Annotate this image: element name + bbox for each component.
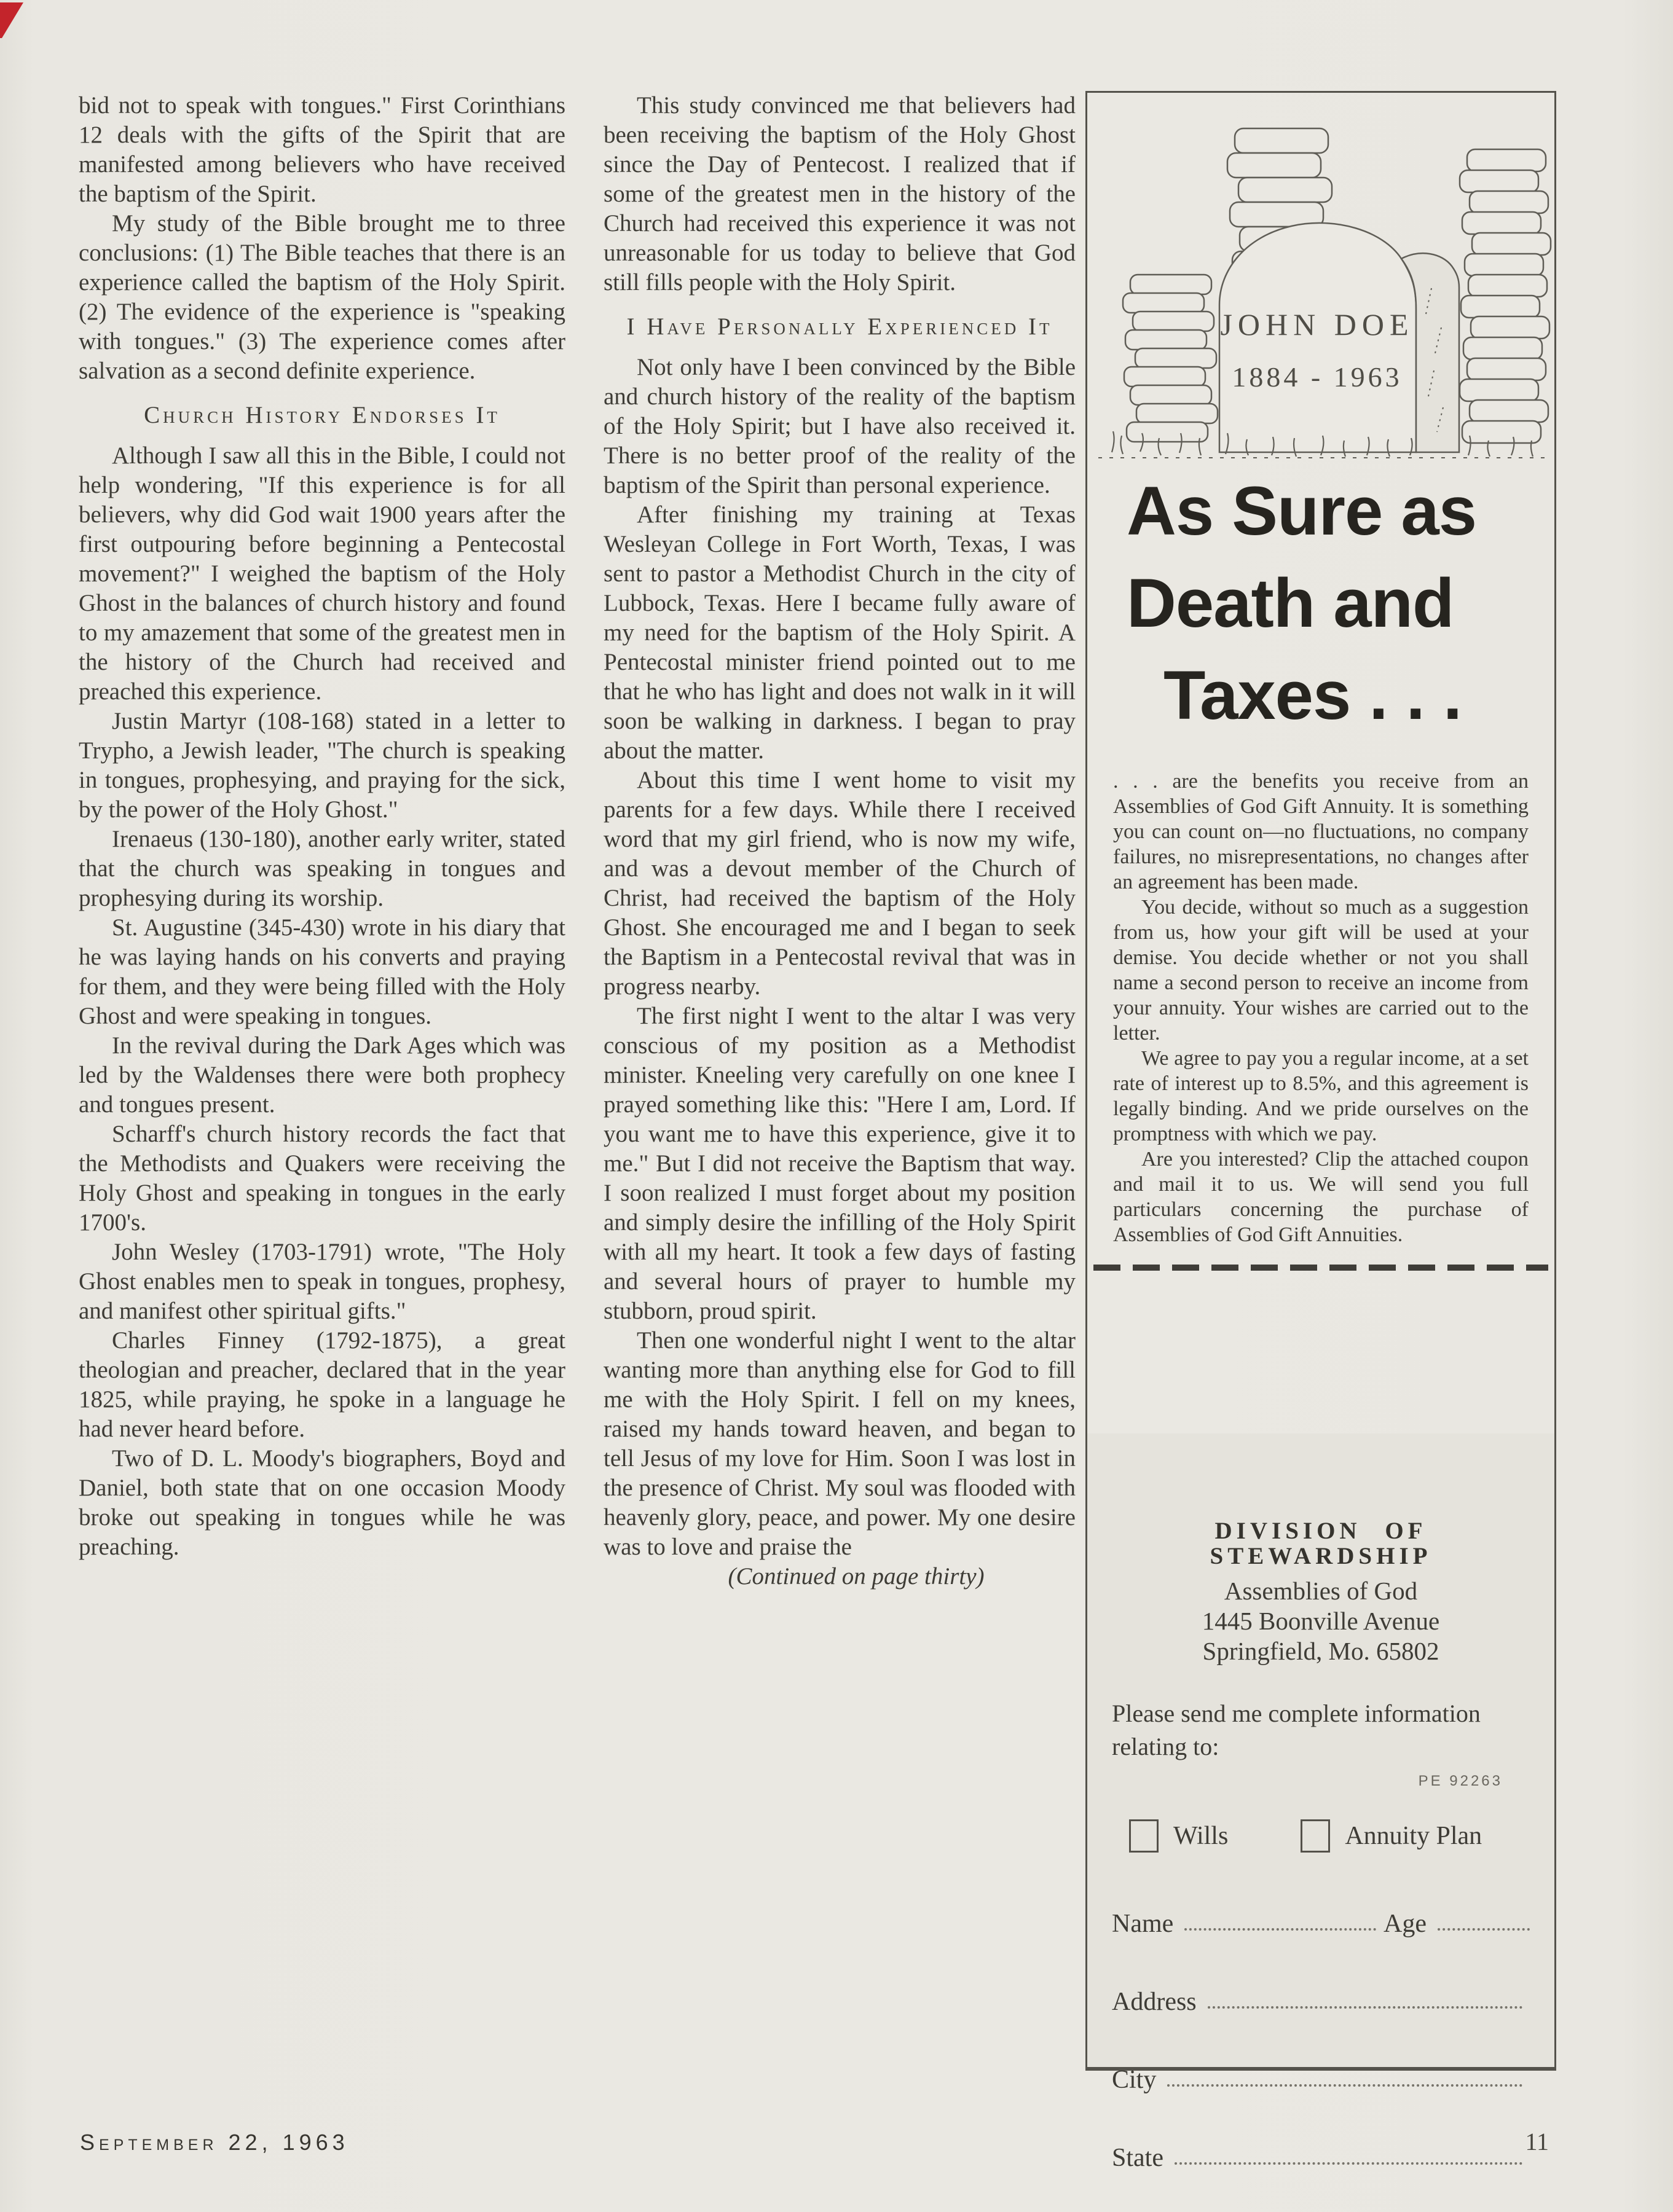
coupon-request-text: Please send me complete information relating to: [1112,1700,1481,1760]
city-label: City [1112,2066,1157,2094]
state-row [1112,2146,1530,2171]
state-label: State [1112,2144,1163,2172]
ad-headline-line: Death and [1127,565,1454,641]
paragraph: Charles Finney (1792-1875), a great theologian and preacher, declared that in the year 1825, while praying, he spoke in a language he had never heard before. [79,1327,565,1442]
paragraph: We agree to pay you a regular income, at a set rate of interest up to 8.5%, and this agreement is legally binding. And we pride ourselves on the promptness with which we pay. [1113,1047,1529,1145]
wills-checkbox[interactable] [1129,1819,1159,1853]
paragraph: You decide, without so much as a suggestion from us, how your gift will be used at your demise. You decide whether or not you shall name a second person to receive an income from your annuity. Your wishes are carried out to the letter. [1113,896,1529,1045]
clip-dashed-line [1093,1265,1548,1271]
paragraph: Although I saw all this in the Bible, I could not help wondering, "If this experience is for all believers, why did God wait 1900 years after the first outpouring before beginning a Pentecostal movement?" I weighed the baptism of the Holy Ghost in the balances of church history and found to my amazement that some of the greatest men in the history of the Church had received and preached this experience. [79,442,565,705]
coupon-division-title: DIVISION OF STEWARDSHIP [1210,1518,1432,1569]
ad-headline-line: Taxes . . . [1163,657,1462,734]
coupon-options-row [1112,1819,1530,1853]
paragraph: bid not to speak with tongues." First Corinthians 12 deals with the gifts of the Spirit that are manifested among believers who have received the baptism of the Spirit. [79,92,565,207]
coupon-code: PE 92263 [1418,1773,1503,1789]
section-heading-experienced-it: I Have Personally Experienced It [626,313,1053,340]
coin-stack-right [1460,149,1551,443]
paragraph: Are you interested? Clip the attached coupon and mail it to us. We will send you full particulars concerning the purchase of Assemblies of God Gift Annuities. [1113,1148,1529,1246]
city-field[interactable] [1167,2078,1522,2087]
address-row [1112,1990,1530,2015]
article-column-2 [604,91,1076,2045]
paragraph: After finishing my training at Texas Wesleyan College in Fort Worth, Texas, I was sent to pastor a Methodist Church in the city of Lubbock, Texas. Here I became fully aware of my need for the baptism of the Holy Spirit. A Pentecostal minister friend pointed out to me that he who has light and does not walk in it will soon be walking in darkness. I began to pray about the matter. [604,501,1076,764]
paragraph: Irenaeus (130-180), another early writer, stated that the church was speaking in tongues and prophesying during its worship. [79,826,565,911]
age-field[interactable] [1438,1922,1530,1931]
paragraph: Two of D. L. Moody's biographers, Boyd and Daniel, both state that on one occasion Moody broke out speaking in tongues while he was preaching. [79,1445,565,1560]
issue-date: September 22, 1963 [80,2130,349,2155]
name-label: Name [1112,1910,1174,1938]
page-number: 11 [1525,2128,1549,2155]
coin-stack-left [1123,275,1218,442]
coupon-street: 1445 Boonville Avenue [1202,1607,1440,1635]
coupon-city-state: Springfield, Mo. 65802 [1202,1637,1439,1665]
city-row [1112,2068,1530,2093]
address-field[interactable] [1208,2000,1522,2009]
red-corner-mark [0,2,23,38]
tombstone [1219,223,1459,452]
tombstone-illustration [1087,93,1554,461]
wills-label: Wills [1173,1821,1229,1850]
state-field[interactable] [1175,2156,1522,2165]
name-field[interactable] [1184,1922,1376,1931]
paragraph: St. Augustine (345-430) wrote in his diary that he was laying hands on his converts and praying for them, and they were being filled with the Holy Ghost and were speaking in tongues. [79,914,565,1029]
ad-headline [1087,465,1554,742]
annuity-plan-checkbox[interactable] [1301,1819,1330,1853]
paragraph: My study of the Bible brought me to three conclusions: (1) The Bible teaches that there is an experience called the baptism of the Holy Spirit. (2) The evidence of the experience is "speaking with tongues." (3) The experience comes after salvation as a second definite experience. [79,210,565,384]
paragraph: . . . are the benefits you receive from an Assemblies of God Gift Annuity. It is something you can count on—no fluctuations, no company failures, no misrepresentations, no changes after an agreement has been made. [1113,770,1529,893]
paragraph: About this time I went home to visit my parents for a few days. While there I received word that my girl friend, who is now my wife, and was a devout member of the Church of Christ, had received the baptism of the Holy Ghost. She encouraged me and I began to seek the Baptism in a Pentecostal revival that was in progress nearby. [604,767,1076,1000]
section-heading-church-history: Church History Endorses It [144,402,500,428]
article-column-1 [79,91,565,2094]
paragraph: Not only have I been convinced by the Bible and church history of the reality of the baptism of the Holy Spirit; but I have also received it. There is no better proof of the reality of the baptism of the Spirit than personal experience. [604,354,1076,498]
tombstone-dates: 1884 - 1963 [1232,361,1403,393]
paragraph: Then one wonderful night I went to the altar wanting more than anything else for God to fill me with the Holy Spirit. I fell on my knees, raised my hands toward heaven, and began to tell Jesus of my love for Him. Soon I was lost in the presence of Christ. My soul was flooded with heavenly glory, peace, and power. My one desire was to love and praise the [604,1327,1076,1560]
paragraph: The first night I went to the altar I was very conscious of my position as a Methodist minister. Kneeling very carefully on one knee I prayed something like this: "Here I am, Lord. If you want me to have this experience, give it to me." But I did not receive the Baptism that way. I soon realized I must forget about my position and simply desire the infilling of the Holy Spirit with all my heart. It took a few days of fasting and several hours of prayer to humble my stubborn, proud spirit. [604,1003,1076,1324]
paragraph: Justin Martyr (108-168) stated in a letter to Trypho, a Jewish leader, "The church is speaking in tongues, prophesying, and praying for the sick, by the power of the Holy Ghost." [79,708,565,823]
paragraph: This study convinced me that believers had been receiving the baptism of the Holy Ghost since the Day of Pentecost. I realized that if some of the greatest men in the history of the Church had received this experience it was not unreasonable for us today to believe that God still fills people with the Holy Spirit. [604,92,1076,296]
annuity-plan-label: Annuity Plan [1345,1821,1482,1850]
address-label: Address [1112,1988,1197,2016]
tombstone-name: JOHN DOE [1220,307,1414,342]
paragraph: Scharff's church history records the fact that the Methodists and Quakers were receiving the Holy Ghost and speaking in tongues in the early 1700's. [79,1121,565,1236]
age-label: Age [1384,1910,1427,1938]
paragraph: In the revival during the Dark Ages which was led by the Waldenses there were both prophecy and tongues present. [79,1032,565,1118]
name-age-row [1112,1912,1530,1937]
continued-note: (Continued on page thirty) [728,1563,985,1590]
paragraph: John Wesley (1703-1791) wrote, "The Holy Ghost enables men to speak in tongues, prophesy, and manifest other spiritual gifts." [79,1239,565,1324]
ad-body-copy [1087,769,1554,1247]
ad-headline-line: As Sure as [1127,473,1476,549]
coupon-org-name: Assemblies of God [1224,1577,1418,1605]
